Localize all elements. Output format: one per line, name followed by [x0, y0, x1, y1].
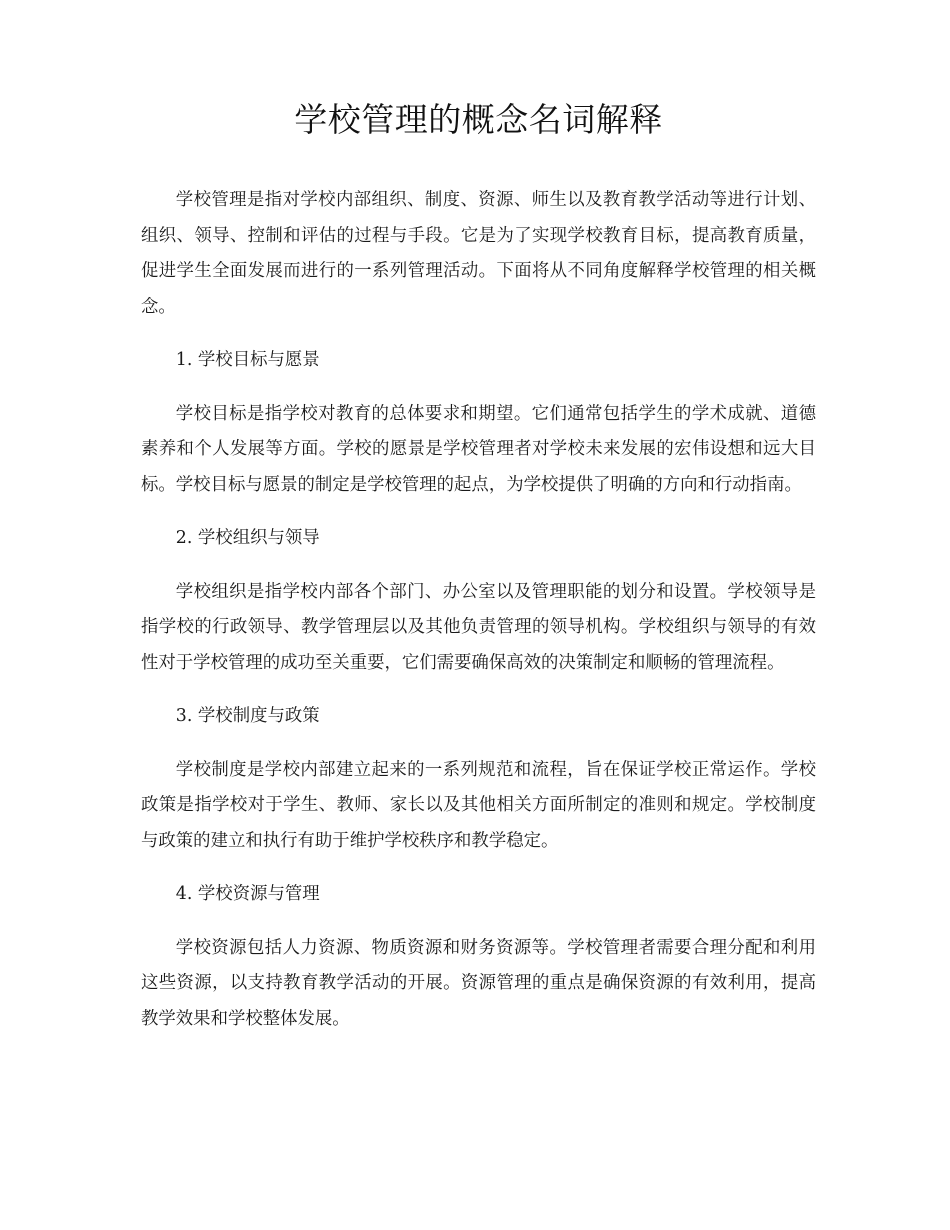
- section-heading: 3. 学校制度与政策: [175, 706, 320, 726]
- intro-paragraph: 学校管理是指对学校内部组织、制度、资源、师生以及教育教学活动等进行计划、组织、领导、控制和评估的过程与手段。它是为了实现学校教育目标，提高教育质量，促进学生全面发展而进行的一系列管理活动。下面将从不同角度解释学校管理的相关概念。: [141, 190, 816, 317]
- document-body: [141, 183, 816, 1037]
- section-paragraph: 学校目标是指学校对教育的总体要求和期望。它们通常包括学生的学术成就、道德素养和个人发展等方面。学校的愿景是学校管理者对学校未来发展的宏伟设想和远大目标。学校目标与愿景的制定是学校管理的起点，为学校提供了明确的方向和行动指南。: [141, 403, 816, 495]
- section-heading: 1. 学校目标与愿景: [175, 350, 320, 370]
- section-paragraph: 学校组织是指学校内部各个部门、办公室以及管理职能的划分和设置。学校领导是指学校的行政领导、教学管理层以及其他负责管理的领导机构。学校组织与领导的有效性对于学校管理的成功至关重要，它们需要确保高效的决策制定和顺畅的管理流程。: [141, 581, 816, 673]
- section-3: [141, 699, 816, 859]
- section-paragraph: 学校资源包括人力资源、物质资源和财务资源等。学校管理者需要合理分配和利用这些资源，以支持教育教学活动的开展。资源管理的重点是确保资源的有效利用，提高教学效果和学校整体发展。: [141, 937, 816, 1029]
- section-heading: 2. 学校组织与领导: [175, 528, 320, 548]
- section-heading: 4. 学校资源与管理: [175, 884, 320, 904]
- section-4: [141, 877, 816, 1037]
- document-title: 学校管理的概念名词解释: [294, 100, 663, 139]
- section-1: [141, 343, 816, 503]
- section-paragraph: 学校制度是学校内部建立起来的一系列规范和流程，旨在保证学校正常运作。学校政策是指学校对于学生、教师、家长以及其他相关方面所制定的准则和规定。学校制度与政策的建立和执行有助于维护学校秩序和教学稳定。: [141, 759, 816, 851]
- section-2: [141, 521, 816, 681]
